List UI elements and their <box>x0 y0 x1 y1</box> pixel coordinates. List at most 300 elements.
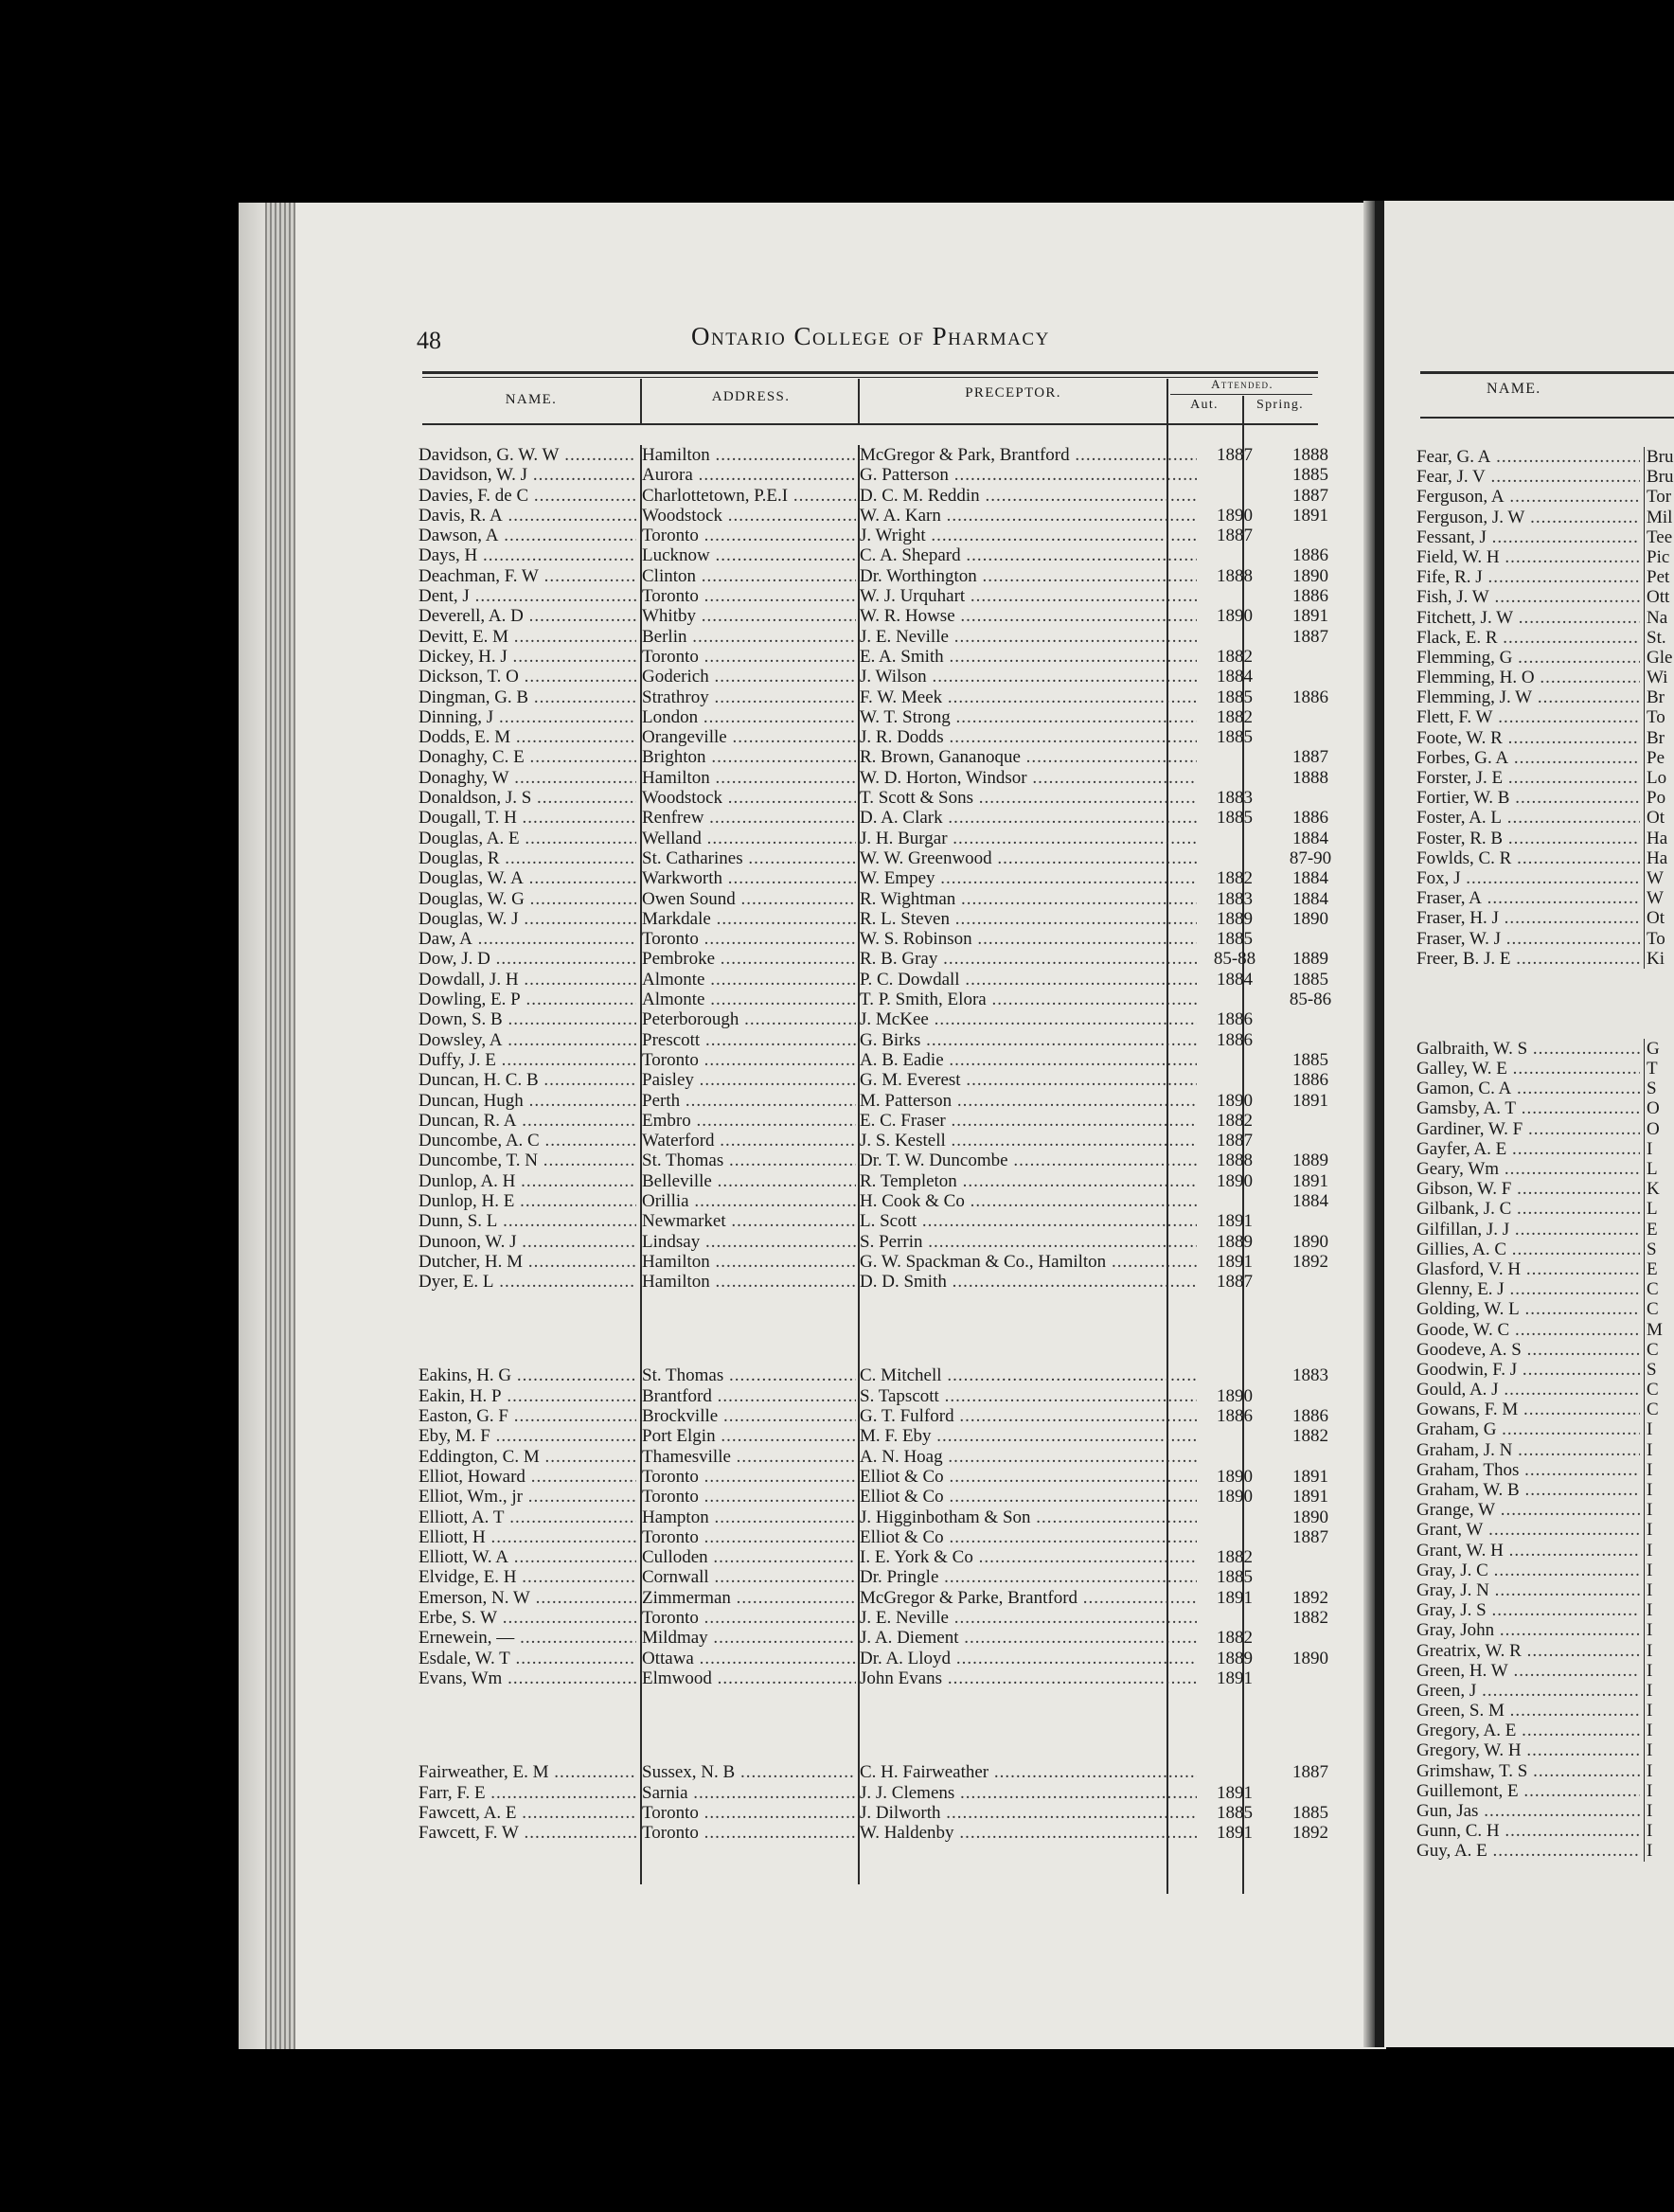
table-row <box>418 1170 1328 1191</box>
facing-name-cell: Goodwin, F. J ..... <box>1416 1360 1640 1380</box>
facing-name-cell: Fitchett, J. W ..... <box>1416 608 1640 628</box>
name-cell: Dawson, A ..... <box>418 526 636 545</box>
facing-list-item <box>1416 1561 1674 1580</box>
facing-name-cell: Ferguson, J. W ..... <box>1416 508 1640 527</box>
table-row <box>418 1272 1318 1292</box>
facing-address-cell: I <box>1644 1520 1674 1540</box>
facing-address-cell: Lo <box>1644 768 1674 788</box>
table-row <box>418 1783 1318 1803</box>
facing-address-cell: Ha <box>1644 848 1674 868</box>
aut-cell: 1882 <box>1217 1628 1253 1649</box>
preceptor-cell: C. H. Fairweather ..... <box>860 1762 1197 1782</box>
table-row <box>418 626 1328 647</box>
facing-list-item <box>1416 1179 1674 1199</box>
aut-cell: 1885 <box>1217 808 1253 829</box>
spring-cell: 1890 <box>1292 565 1328 586</box>
address-cell: Perth ..... <box>642 1091 856 1111</box>
facing-list-item <box>1416 547 1674 567</box>
facing-name-cell: Gibson, W. F ..... <box>1416 1179 1640 1199</box>
facing-address-cell: E <box>1644 1259 1674 1279</box>
spring-cell: 1885 <box>1292 969 1328 990</box>
facing-address-cell: Po <box>1644 788 1674 808</box>
preceptor-cell: W. D. Horton, Windsor ..... <box>860 768 1197 788</box>
table-row <box>418 1802 1328 1823</box>
name-cell: Devitt, E. M ..... <box>418 627 636 647</box>
preceptor-cell: S. Perrin ..... <box>860 1232 1197 1252</box>
preceptor-cell: W. T. Strong ..... <box>860 707 1197 727</box>
spring-cell: 1890 <box>1292 1507 1328 1527</box>
address-cell: Toronto ..... <box>642 1608 856 1628</box>
name-cell: Dutcher, H. M ..... <box>418 1252 636 1272</box>
table-row <box>418 990 1332 1010</box>
facing-name-cell: Greatrix, W. R ..... <box>1416 1641 1640 1661</box>
table-row <box>418 1406 1328 1427</box>
table-row <box>418 1823 1328 1844</box>
facing-list-item <box>1416 1761 1674 1781</box>
table-row <box>418 1049 1328 1070</box>
facing-name-cell: Gillies, A. C ..... <box>1416 1240 1640 1259</box>
facing-name-cell: Forbes, G. A ..... <box>1416 748 1640 768</box>
preceptor-cell: G. T. Fulford ..... <box>860 1406 1197 1426</box>
facing-name-cell: Graham, W. B ..... <box>1416 1480 1640 1500</box>
preceptor-cell: C. A. Shepard ..... <box>860 545 1197 565</box>
page-spine <box>239 203 265 2049</box>
address-cell: London ..... <box>642 707 856 727</box>
aut-cell: 1882 <box>1217 1110 1253 1131</box>
spring-cell: 1892 <box>1292 1823 1328 1844</box>
preceptor-cell: A. N. Hoag ..... <box>860 1447 1197 1467</box>
preceptor-cell: T. Scott & Sons ..... <box>860 788 1197 808</box>
preceptor-cell: W. W. Greenwood ..... <box>860 848 1197 868</box>
facing-list-item <box>1416 508 1674 527</box>
table-row <box>418 808 1328 829</box>
facing-address-cell: St. <box>1644 628 1674 648</box>
facing-name-cell: Gardiner, W. F ..... <box>1416 1119 1640 1139</box>
spring-cell: 1887 <box>1292 1526 1328 1547</box>
facing-name-cell: Fear, G. A ..... <box>1416 447 1640 467</box>
facing-name-cell: Golding, W. L ..... <box>1416 1299 1640 1319</box>
address-cell: Almonte ..... <box>642 970 856 990</box>
facing-name-cell: Gray, J. S ..... <box>1416 1600 1640 1620</box>
name-cell: Dickey, H. J ..... <box>418 647 636 667</box>
name-cell: Donaghy, W ..... <box>418 768 636 788</box>
facing-list-item <box>1416 808 1674 828</box>
facing-list-item <box>1416 1801 1674 1821</box>
facing-list-item <box>1416 527 1674 547</box>
facing-name-cell: Guy, A. E ..... <box>1416 1841 1640 1861</box>
preceptor-cell: Elliot & Co ..... <box>860 1487 1197 1507</box>
facing-name-cell: Grange, W ..... <box>1416 1500 1640 1520</box>
aut-cell: 85-88 <box>1213 949 1256 970</box>
aut-cell: 1885 <box>1217 727 1253 748</box>
preceptor-cell: L. Scott ..... <box>860 1211 1197 1231</box>
preceptor-cell: W. S. Robinson ..... <box>860 929 1197 949</box>
facing-address-cell: I <box>1644 1681 1674 1701</box>
address-cell: Brighton ..... <box>642 747 856 767</box>
aut-cell: 1890 <box>1217 505 1253 526</box>
facing-name-cell: Gray, J. C ..... <box>1416 1561 1640 1580</box>
aut-cell: 1885 <box>1217 1567 1253 1588</box>
facing-address-cell: I <box>1644 1480 1674 1500</box>
facing-address-cell: Br <box>1644 687 1674 707</box>
table-row <box>418 565 1328 586</box>
header-preceptor: PRECEPTOR. <box>965 385 1061 401</box>
preceptor-cell: R. Templeton ..... <box>860 1171 1197 1191</box>
facing-name-cell: Graham, J. N ..... <box>1416 1440 1640 1460</box>
table-row <box>418 828 1328 848</box>
facing-list-item <box>1416 1460 1674 1480</box>
facing-name-cell: Gamon, C. A ..... <box>1416 1079 1640 1098</box>
address-cell: Cornwall ..... <box>642 1567 856 1587</box>
name-cell: Duncan, H. C. B ..... <box>418 1070 636 1090</box>
address-cell: Markdale ..... <box>642 909 856 929</box>
table-row <box>418 707 1318 727</box>
address-cell: St. Thomas ..... <box>642 1151 856 1170</box>
table-row <box>418 526 1318 545</box>
facing-list-item <box>1416 1641 1674 1661</box>
facing-name-cell: Fish, J. W ..... <box>1416 587 1640 607</box>
name-cell: Easton, G. F ..... <box>418 1406 636 1426</box>
address-cell: Toronto ..... <box>642 1527 856 1547</box>
facing-address-cell: M <box>1644 1320 1674 1340</box>
address-cell: Renfrew ..... <box>642 808 856 828</box>
facing-address-cell: C <box>1644 1340 1674 1360</box>
facing-address-cell: C <box>1644 1299 1674 1319</box>
address-cell: Toronto ..... <box>642 586 856 606</box>
table-row <box>418 868 1328 889</box>
facing-address-cell: Bru <box>1644 467 1674 487</box>
aut-cell: 1890 <box>1217 1466 1253 1487</box>
preceptor-cell: McGregor & Parke, Brantford ..... <box>860 1588 1197 1608</box>
facing-list-item <box>1416 1079 1674 1098</box>
preceptor-cell: J. McKee ..... <box>860 1009 1197 1029</box>
name-cell: Duncombe, A. C ..... <box>418 1131 636 1151</box>
running-head: Ontario College of Pharmacy <box>691 322 1050 350</box>
facing-address-cell: O <box>1644 1119 1674 1139</box>
name-cell: Farr, F. E ..... <box>418 1783 636 1803</box>
facing-list-item <box>1416 829 1674 848</box>
table-row <box>418 1030 1318 1050</box>
table-row <box>418 1507 1328 1527</box>
address-cell: Sarnia ..... <box>642 1783 856 1803</box>
facing-address-cell: To <box>1644 929 1674 949</box>
preceptor-cell: McGregor & Park, Brantford ..... <box>860 445 1197 465</box>
aut-cell: 1882 <box>1217 646 1253 667</box>
table-row <box>418 445 1328 465</box>
spring-cell: 1891 <box>1292 1466 1328 1487</box>
facing-name-cell: Goodeve, A. S ..... <box>1416 1340 1640 1360</box>
facing-list-item <box>1416 848 1674 868</box>
name-cell: Days, H ..... <box>418 545 636 565</box>
table-row <box>418 586 1328 607</box>
facing-list-item <box>1416 1841 1674 1861</box>
facing-name-cell: Gregory, A. E ..... <box>1416 1721 1640 1740</box>
aut-cell: 1888 <box>1217 565 1253 586</box>
table-row <box>418 1231 1328 1252</box>
address-cell: Mildmay ..... <box>642 1628 856 1648</box>
aut-cell: 1891 <box>1217 1668 1253 1688</box>
header-rule-bottom <box>422 423 1318 425</box>
facing-address-cell: Bru <box>1644 447 1674 467</box>
facing-list-item <box>1416 1520 1674 1540</box>
table-row <box>418 1608 1328 1629</box>
facing-address-cell: I <box>1644 1561 1674 1580</box>
name-cell: Davidson, W. J ..... <box>418 465 636 485</box>
address-cell: Toronto ..... <box>642 1803 856 1823</box>
facing-address-cell: Br <box>1644 728 1674 748</box>
address-cell: Hampton ..... <box>642 1507 856 1527</box>
table-row <box>418 908 1328 929</box>
address-cell: Toronto ..... <box>642 526 856 545</box>
table-row <box>418 847 1332 868</box>
address-cell: Lucknow ..... <box>642 545 856 565</box>
aut-cell: 1884 <box>1217 667 1253 687</box>
facing-name-cell: Flack, E. R ..... <box>1416 628 1640 648</box>
facing-name-cell: Fessant, J ..... <box>1416 527 1640 547</box>
address-cell: Almonte ..... <box>642 990 856 1009</box>
table-row <box>418 505 1328 526</box>
spring-cell: 1885 <box>1292 1802 1328 1823</box>
facing-address-cell: I <box>1644 1801 1674 1821</box>
facing-name-cell: Glenny, E. J ..... <box>1416 1279 1640 1299</box>
facing-name-cell: Gould, A. J ..... <box>1416 1380 1640 1400</box>
preceptor-cell: H. Cook & Co ..... <box>860 1191 1197 1211</box>
preceptor-cell: C. Mitchell ..... <box>860 1365 1197 1385</box>
facing-list-item <box>1416 707 1674 727</box>
preceptor-cell: W. A. Karn ..... <box>860 506 1197 526</box>
facing-name-cell: Gamsby, A. T ..... <box>1416 1098 1640 1118</box>
page-edge <box>265 203 295 2049</box>
preceptor-cell: J. E. Neville ..... <box>860 1608 1197 1628</box>
name-cell: Elliott, W. A ..... <box>418 1547 636 1567</box>
facing-address-cell: C <box>1644 1380 1674 1400</box>
preceptor-cell: E. A. Smith ..... <box>860 647 1197 667</box>
facing-name-cell: Glasford, V. H ..... <box>1416 1259 1640 1279</box>
facing-address-cell: I <box>1644 1440 1674 1460</box>
spring-cell: 1891 <box>1292 1170 1328 1191</box>
facing-name-cell: Foster, A. L ..... <box>1416 808 1640 828</box>
aut-cell: 1882 <box>1217 1547 1253 1568</box>
facing-list-item <box>1416 687 1674 707</box>
facing-name-cell: Foote, W. R ..... <box>1416 728 1640 748</box>
address-cell: Welland ..... <box>642 829 856 848</box>
facing-address-cell: Na <box>1644 608 1674 628</box>
table-row <box>418 1190 1328 1211</box>
facing-address-cell: Pet <box>1644 567 1674 587</box>
spring-cell: 1886 <box>1292 808 1328 829</box>
facing-name-cell: Fife, R. J ..... <box>1416 567 1640 587</box>
facing-address-cell: T <box>1644 1059 1674 1079</box>
facing-address-cell: Mil <box>1644 508 1674 527</box>
facing-list-item <box>1416 1821 1674 1841</box>
facing-address-cell: Wi <box>1644 668 1674 687</box>
preceptor-cell: A. B. Eadie ..... <box>860 1050 1197 1070</box>
facing-address-cell: O <box>1644 1098 1674 1118</box>
facing-name-cell: Gray, John ..... <box>1416 1620 1640 1640</box>
aut-cell: 1887 <box>1217 526 1253 546</box>
preceptor-cell: R. L. Steven ..... <box>860 909 1197 929</box>
spring-cell: 1882 <box>1292 1426 1328 1447</box>
table-row <box>418 969 1328 990</box>
aut-cell: 1891 <box>1217 1782 1253 1803</box>
facing-list-item <box>1416 1541 1674 1561</box>
aut-cell: 1890 <box>1217 1385 1253 1406</box>
facing-name-cell: Gun, Jas ..... <box>1416 1801 1640 1821</box>
spring-cell: 1885 <box>1292 1049 1328 1070</box>
name-cell: Daw, A ..... <box>418 929 636 949</box>
facing-list-item <box>1416 1139 1674 1159</box>
spring-cell: 1884 <box>1292 888 1328 909</box>
address-cell: Clinton ..... <box>642 566 856 586</box>
address-cell: Toronto ..... <box>642 1487 856 1507</box>
facing-list-item <box>1416 487 1674 507</box>
table-row <box>418 1567 1318 1587</box>
facing-list-item <box>1416 1299 1674 1319</box>
facing-address-cell: Tee <box>1644 527 1674 547</box>
facing-list-item <box>1416 949 1674 969</box>
address-cell: Lindsay ..... <box>642 1232 856 1252</box>
spring-cell: 1891 <box>1292 606 1328 627</box>
spring-cell: 1887 <box>1292 485 1328 506</box>
facing-list-item <box>1416 1098 1674 1118</box>
preceptor-cell: Dr. Pringle ..... <box>860 1567 1197 1587</box>
header-spring: Spring. <box>1256 398 1304 412</box>
name-cell: Dingman, G. B ..... <box>418 687 636 707</box>
aut-cell: 1884 <box>1217 969 1253 990</box>
facing-name-cell: Graham, Thos ..... <box>1416 1460 1640 1480</box>
facing-page-header: NAME. <box>1487 381 1541 397</box>
preceptor-cell: J. Dilworth ..... <box>860 1803 1197 1823</box>
facing-address-cell: C <box>1644 1400 1674 1419</box>
address-cell: Woodstock ..... <box>642 506 856 526</box>
facing-address-cell: I <box>1644 1500 1674 1520</box>
facing-name-cell: Gilfillan, J. J ..... <box>1416 1220 1640 1240</box>
facing-address-cell: I <box>1644 1821 1674 1841</box>
address-cell: Toronto ..... <box>642 1050 856 1070</box>
facing-address-cell: I <box>1644 1761 1674 1781</box>
facing-name-cell: Fraser, H. J ..... <box>1416 908 1640 928</box>
facing-list-item <box>1416 668 1674 687</box>
facing-address-cell: I <box>1644 1620 1674 1640</box>
facing-list-item <box>1416 1240 1674 1259</box>
facing-list-item <box>1416 467 1674 487</box>
spring-cell: 1891 <box>1292 505 1328 526</box>
name-cell: Dunoon, W. J ..... <box>418 1232 636 1252</box>
facing-name-cell: Galley, W. E ..... <box>1416 1059 1640 1079</box>
preceptor-cell: G. Patterson ..... <box>860 465 1197 485</box>
preceptor-cell: R. B. Gray ..... <box>860 949 1197 969</box>
address-cell: Berlin ..... <box>642 627 856 647</box>
name-cell: Dowdall, J. H ..... <box>418 970 636 990</box>
facing-address-cell: I <box>1644 1740 1674 1760</box>
facing-name-cell: Fraser, A ..... <box>1416 888 1640 908</box>
aut-cell: 1883 <box>1217 888 1253 909</box>
facing-address-cell: K <box>1644 1179 1674 1199</box>
facing-name-cell: Goode, W. C ..... <box>1416 1320 1640 1340</box>
preceptor-cell: E. C. Fraser ..... <box>860 1111 1197 1131</box>
spring-cell: 1890 <box>1292 1648 1328 1668</box>
name-cell: Duncan, R. A ..... <box>418 1111 636 1131</box>
facing-name-cell: Grimshaw, T. S ..... <box>1416 1761 1640 1781</box>
aut-cell: 1889 <box>1217 1231 1253 1252</box>
name-cell: Davis, R. A ..... <box>418 506 636 526</box>
aut-cell: 1886 <box>1217 1406 1253 1427</box>
name-cell: Elliott, H ..... <box>418 1527 636 1547</box>
table-row <box>418 1526 1328 1547</box>
table-row <box>418 647 1318 667</box>
spring-cell: 1891 <box>1292 1487 1328 1507</box>
name-cell: Deverell, A. D ..... <box>418 606 636 626</box>
address-cell: Sussex, N. B ..... <box>642 1762 856 1782</box>
facing-list-item <box>1416 908 1674 928</box>
table-row <box>418 1111 1318 1131</box>
facing-name-cell: Fox, J ..... <box>1416 868 1640 888</box>
name-cell: Fawcett, A. E ..... <box>418 1803 636 1823</box>
preceptor-cell: John Evans ..... <box>860 1668 1197 1688</box>
name-cell: Dunlop, A. H ..... <box>418 1171 636 1191</box>
address-cell: Hamilton ..... <box>642 1272 856 1292</box>
table-row <box>418 1447 1318 1467</box>
facing-name-cell: Freer, B. J. E ..... <box>1416 949 1640 969</box>
facing-list-item <box>1416 1279 1674 1299</box>
address-cell: Warkworth ..... <box>642 868 856 888</box>
facing-address-cell: S <box>1644 1079 1674 1098</box>
facing-address-cell: Pic <box>1644 547 1674 567</box>
facing-list-item <box>1416 868 1674 888</box>
spring-cell: 1886 <box>1292 586 1328 607</box>
facing-list-item <box>1416 1119 1674 1139</box>
name-cell: Douglas, W. G ..... <box>418 889 636 909</box>
address-cell: Pembroke ..... <box>642 949 856 969</box>
spring-cell: 1889 <box>1292 1151 1328 1171</box>
preceptor-cell: M. F. Eby ..... <box>860 1426 1197 1446</box>
facing-address-cell: Ot <box>1644 808 1674 828</box>
preceptor-cell: S. Tapscott ..... <box>860 1386 1197 1406</box>
facing-name-cell: Forster, J. E ..... <box>1416 768 1640 788</box>
address-cell: Hamilton ..... <box>642 1252 856 1272</box>
address-cell: Whitby ..... <box>642 606 856 626</box>
name-cell: Dinning, J ..... <box>418 707 636 727</box>
spring-cell: 1890 <box>1292 908 1328 929</box>
table-row <box>418 1547 1318 1567</box>
aut-cell: 1885 <box>1217 1802 1253 1823</box>
address-cell: Waterford ..... <box>642 1131 856 1151</box>
spring-cell: 1886 <box>1292 1406 1328 1427</box>
facing-name-cell: Ferguson, A ..... <box>1416 487 1640 507</box>
facing-address-cell: S <box>1644 1240 1674 1259</box>
facing-address-cell: E <box>1644 1220 1674 1240</box>
facing-address-cell: I <box>1644 1641 1674 1661</box>
aut-cell: 1891 <box>1217 1587 1253 1608</box>
address-cell: Ottawa ..... <box>642 1649 856 1668</box>
facing-list-item <box>1416 1440 1674 1460</box>
attended-rule <box>1170 394 1312 395</box>
name-cell: Donaghy, C. E ..... <box>418 747 636 767</box>
facing-name-cell: Graham, G ..... <box>1416 1419 1640 1439</box>
facing-name-cell: Green, H. W ..... <box>1416 1661 1640 1681</box>
spring-cell: 1884 <box>1292 868 1328 889</box>
preceptor-cell: Elliot & Co ..... <box>860 1467 1197 1487</box>
address-cell: Port Elgin ..... <box>642 1426 856 1446</box>
facing-list-item <box>1416 1701 1674 1721</box>
facing-list-item <box>1416 1220 1674 1240</box>
name-cell: Eakin, H. P ..... <box>418 1386 636 1406</box>
spring-cell: 1885 <box>1292 465 1328 486</box>
preceptor-cell: J. S. Kestell ..... <box>860 1131 1197 1151</box>
name-cell: Ernewein, — ..... <box>418 1628 636 1648</box>
name-cell: Dickson, T. O ..... <box>418 667 636 687</box>
name-cell: Donaldson, J. S ..... <box>418 788 636 808</box>
